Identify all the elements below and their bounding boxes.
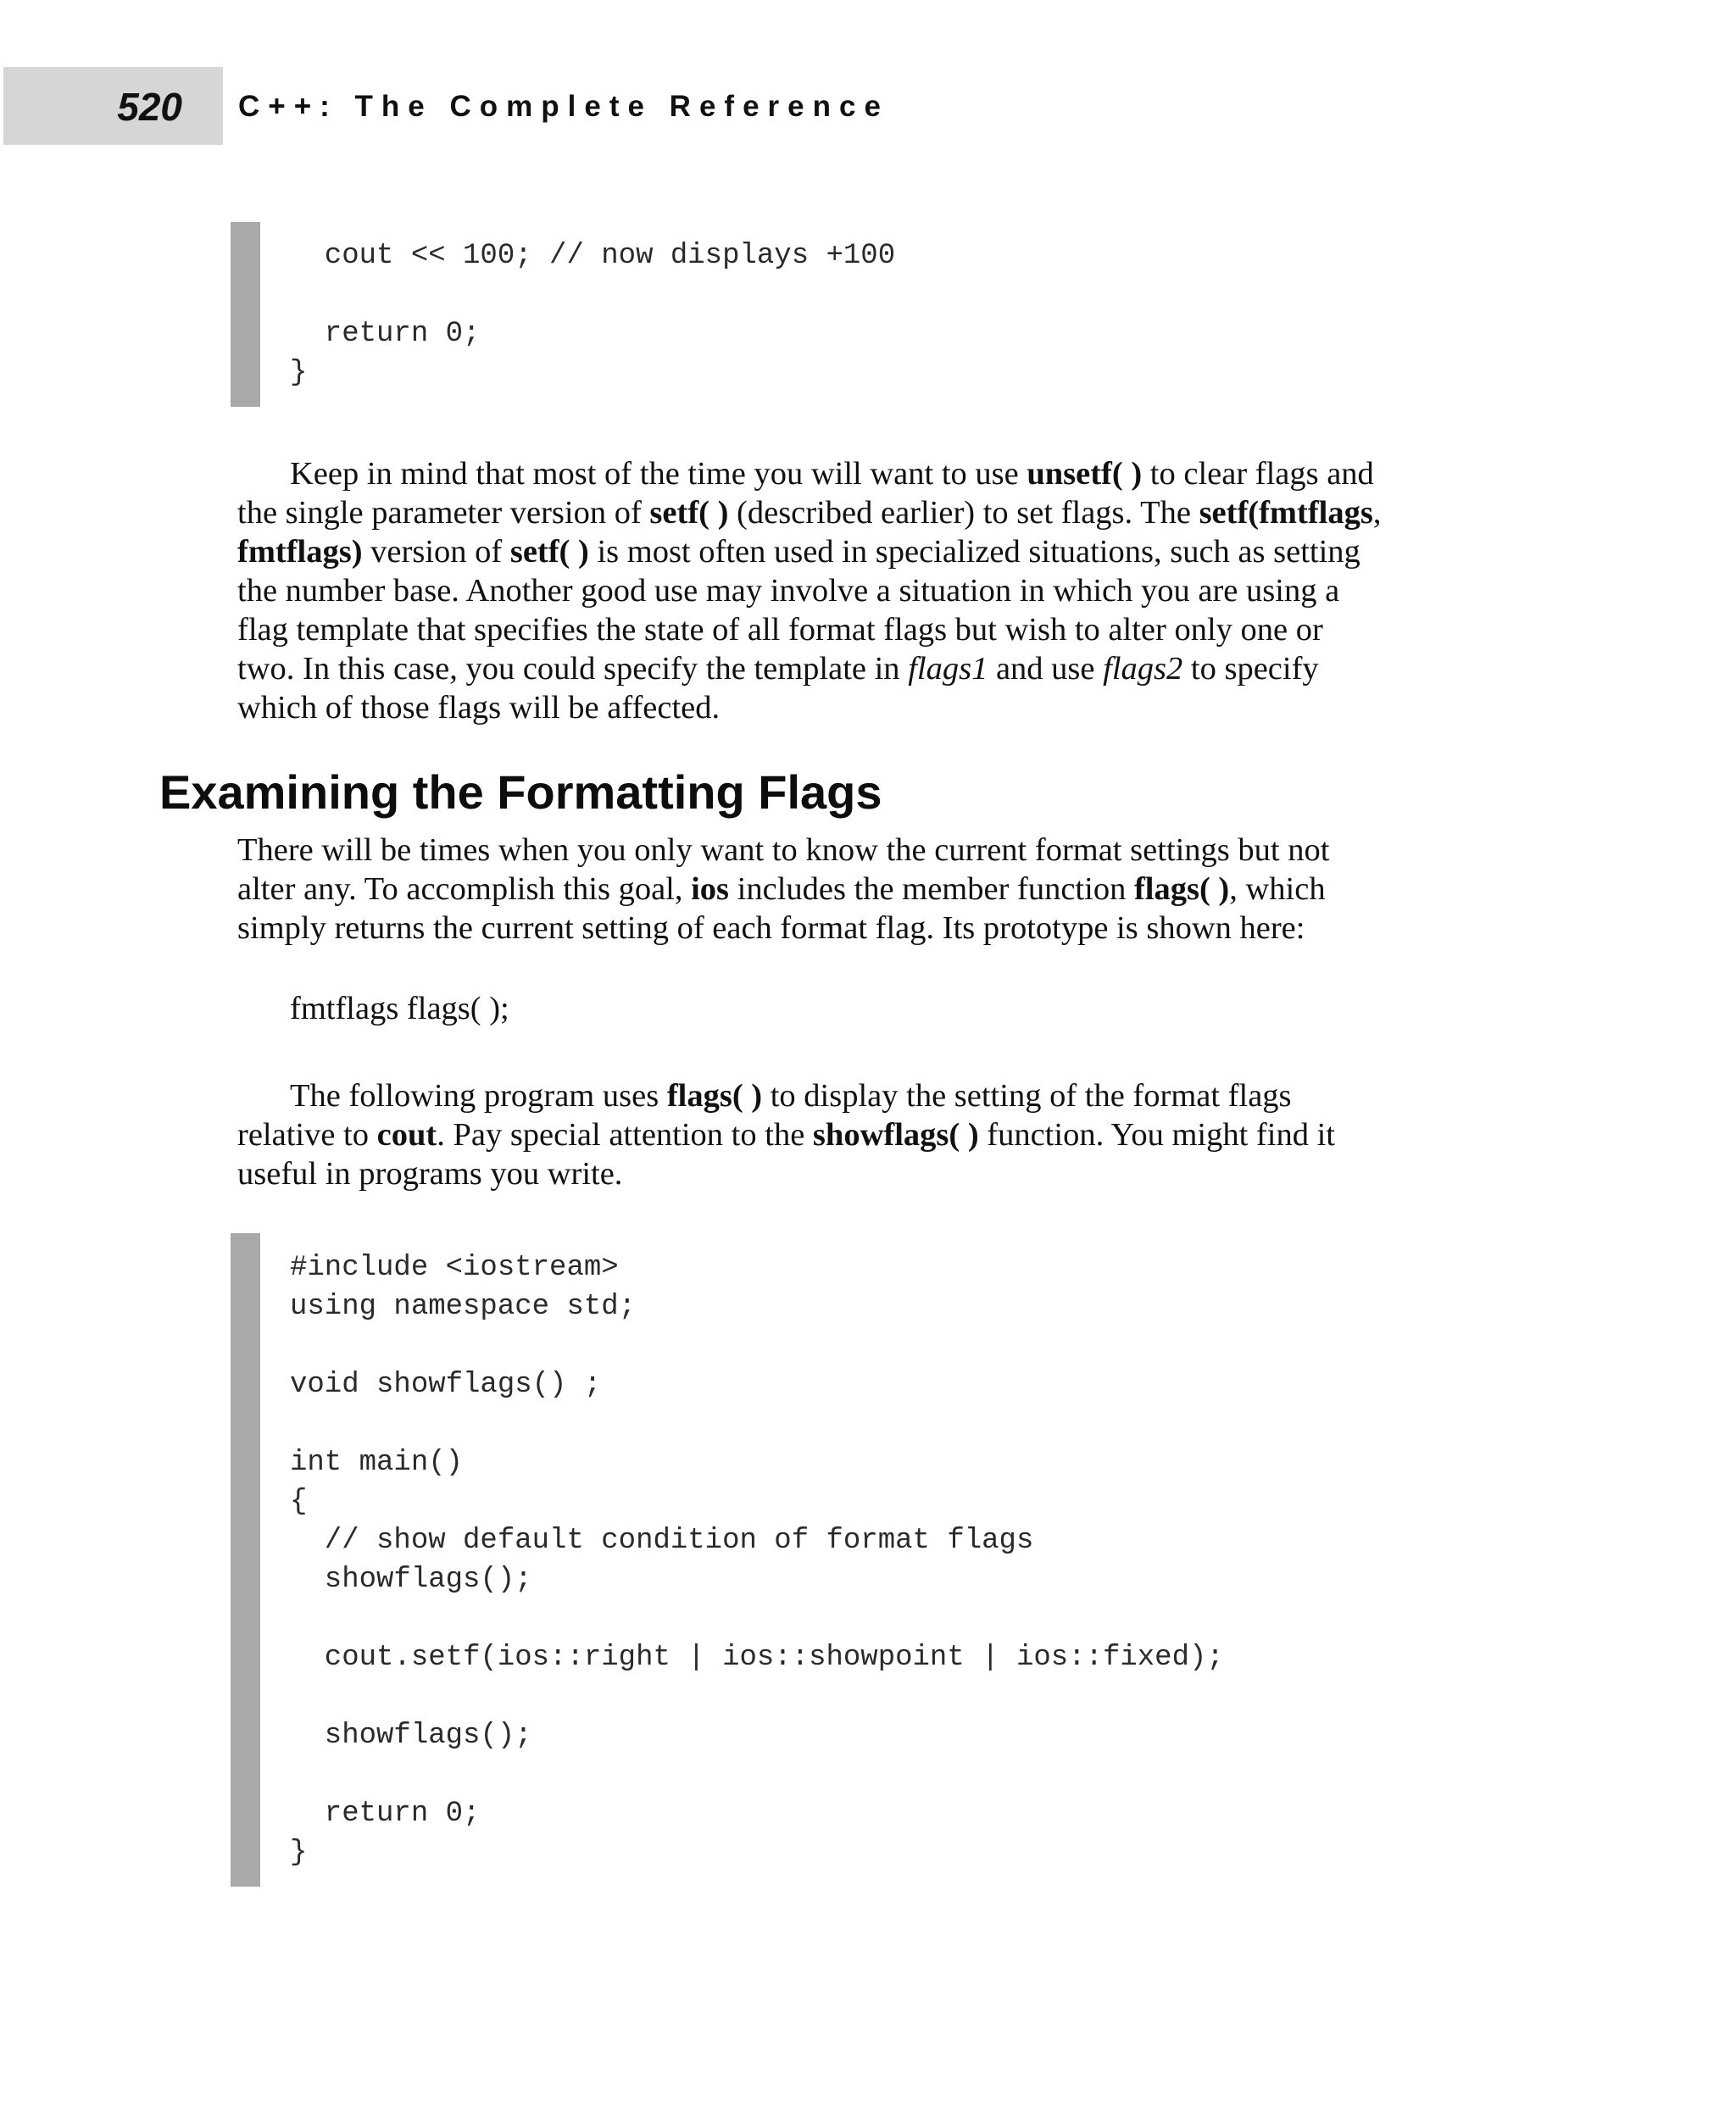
paragraph-line: which of those flags will be affected. — [237, 690, 721, 725]
section-heading: Examining the Formatting Flags — [159, 765, 882, 819]
page-number: 520 — [117, 85, 182, 129]
code-block-2-sidebar — [231, 1233, 260, 1887]
code-line: cout << 100; // now displays +100 — [290, 240, 896, 272]
paragraph-line: the single parameter version of setf( ) (described earlier) to set flags. The setf(fmtflags, — [237, 495, 1382, 531]
paragraph-line: two. In this case, you could specify the template in flags1 and use flags2 to specify — [237, 651, 1319, 687]
code-line — [290, 275, 895, 314]
code-line: } — [290, 1837, 308, 1869]
code-line — [290, 1677, 1224, 1716]
function-prototype: fmtflags flags( ); — [290, 991, 509, 1026]
paragraph-line: fmtflags) version of setf( ) is most often used in specialized situations, such as setting — [237, 534, 1360, 570]
code-block-2 — [290, 1248, 1224, 1872]
code-line: void showflags() ; — [290, 1369, 602, 1401]
paragraph-line: flag template that specifies the state of all format flags but wish to alter only one or — [237, 612, 1323, 648]
code-line: showflags(); — [290, 1564, 532, 1596]
code-line: showflags(); — [290, 1720, 532, 1752]
code-line: { — [290, 1486, 308, 1518]
paragraph-line: alter any. To accomplish this goal, ios includes the member function flags( ), which — [237, 871, 1326, 907]
code-line: return 0; — [290, 318, 481, 350]
code-line: using namespace std; — [290, 1291, 637, 1323]
code-line: int main() — [290, 1447, 464, 1479]
paragraph-line: There will be times when you only want to know the current format settings but not — [237, 832, 1330, 868]
running-title: C++: The Complete Reference — [238, 90, 889, 123]
paragraph-line: The following program uses flags( ) to display the setting of the format flags — [290, 1078, 1292, 1114]
paragraph-2 — [237, 831, 1483, 948]
code-line — [290, 1599, 1224, 1638]
code-line — [290, 1326, 1224, 1365]
code-line: #include <iostream> — [290, 1252, 619, 1284]
code-line: } — [290, 357, 308, 389]
code-line — [290, 1404, 1224, 1443]
code-line: cout.setf(ios::right | ios::showpoint | ios::fixed); — [290, 1642, 1224, 1674]
paragraph-line: Keep in mind that most of the time you will want to use unsetf( ) to clear flags and — [290, 456, 1374, 492]
code-line: return 0; — [290, 1798, 481, 1830]
code-block-1 — [290, 236, 895, 392]
paragraph-1 — [237, 454, 1483, 727]
code-block-1-sidebar — [231, 222, 260, 407]
paragraph-3 — [237, 1076, 1483, 1193]
page-number-box — [3, 67, 223, 145]
paragraph-line: the number base. Another good use may involve a situation in which you are using a — [237, 573, 1340, 609]
paragraph-line: useful in programs you write. — [237, 1156, 623, 1192]
paragraph-line: relative to cout. Pay special attention to the showflags( ) function. You might find it — [237, 1117, 1335, 1153]
code-line — [290, 1755, 1224, 1794]
paragraph-line: simply returns the current setting of each format flag. Its prototype is shown here: — [237, 910, 1305, 946]
code-line: // show default condition of format flags — [290, 1525, 1034, 1557]
